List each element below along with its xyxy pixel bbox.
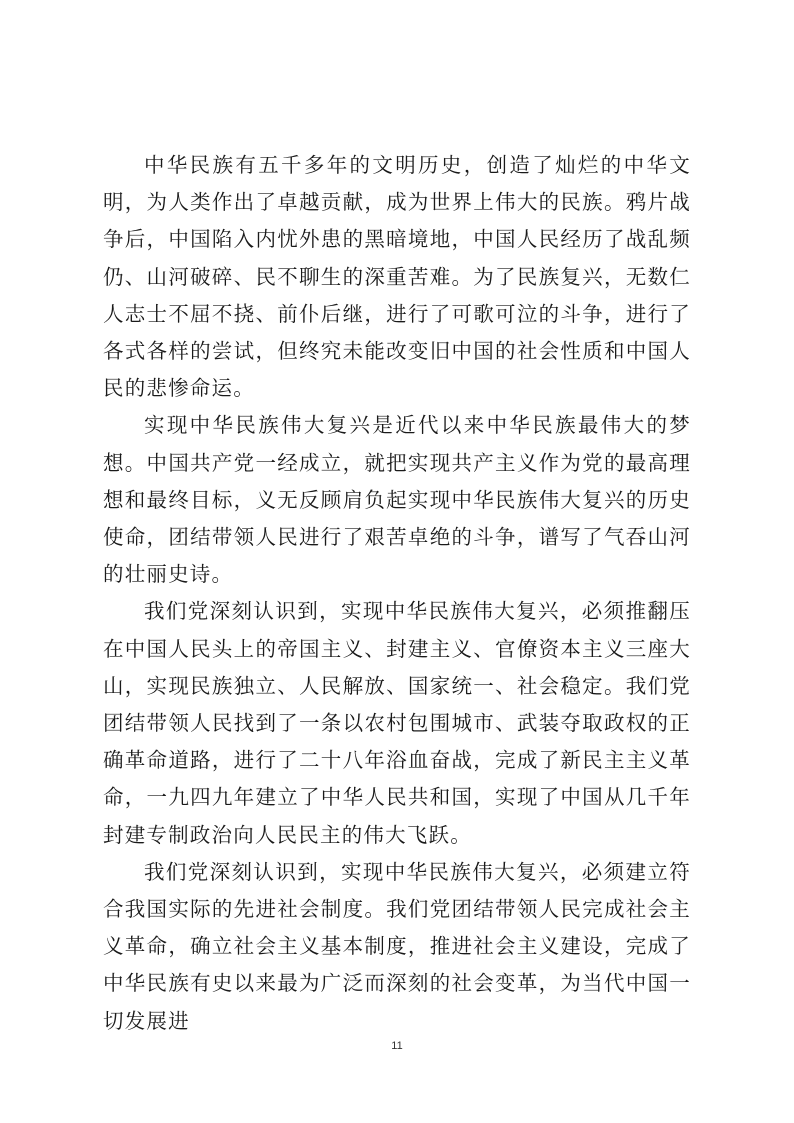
paragraph-2: 实现中华民族伟大复兴是近代以来中华民族最伟大的梦想。中国共产党一经成立，就把实现共产主义作为党的最高理想和最终目标，义无反顾肩负起实现中华民族伟大复兴的历史使命，团结带领人民进行了艰苦卓绝的斗争，谱写了气吞山河的壮丽史诗。 [103, 413, 691, 587]
page-number: 11 [391, 1040, 403, 1052]
paragraph-3: 我们党深刻认识到，实现中华民族伟大复兴，必须推翻压在中国人民头上的帝国主义、封建主义、官僚资本主义三座大山，实现民族独立、人民解放、国家统一、社会稳定。我们党团结带领人民找到了一条以农村包围城市、武装夺取政权的正确革命道路，进行了二十八年浴血奋战，完成了新民主主义革命，一九四九年建立了中华人民共和国，实现了中国从几千年封建专制政治向人民民主的伟大飞跃。 [103, 599, 691, 847]
body-text [103, 147, 691, 1040]
paragraph-4: 我们党深刻认识到，实现中华民族伟大复兴，必须建立符合我国实际的先进社会制度。我们党团结带领人民完成社会主义革命，确立社会主义基本制度，推进社会主义建设，完成了中华民族有史以来最为广泛而深刻的社会变革，为当代中国一切发展进 [103, 859, 691, 1033]
paragraph-1: 中华民族有五千多年的文明历史，创造了灿烂的中华文明，为人类作出了卓越贡献，成为世界上伟大的民族。鸦片战争后，中国陷入内忧外患的黑暗境地，中国人民经历了战乱频仍、山河破碎、民不聊生的深重苦难。为了民族复兴，无数仁人志士不屈不挠、前仆后继，进行了可歌可泣的斗争，进行了各式各样的尝试，但终究未能改变旧中国的社会性质和中国人民的悲惨命运。 [103, 153, 691, 401]
